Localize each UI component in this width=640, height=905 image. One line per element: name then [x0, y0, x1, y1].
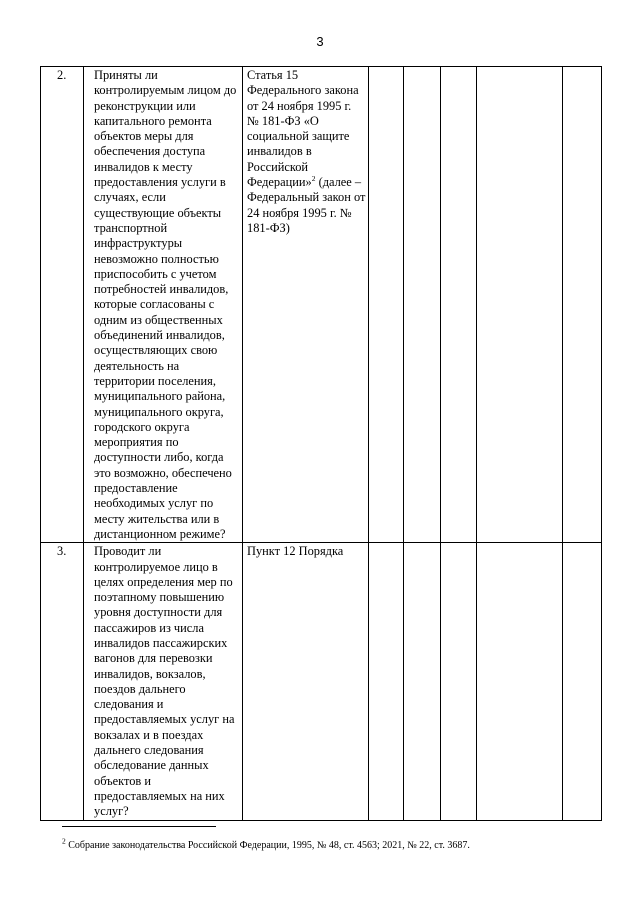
answer-not-applicable-cell[interactable]: [441, 67, 477, 543]
legal-basis-cell: [243, 543, 369, 820]
legal-basis-part2: (далее – Федеральный закон от 24 ноября 1995 г. № 181-ФЗ): [247, 175, 366, 235]
question-text: Приняты ли контролируемым лицом до реконструкции или капитального ремонта объектов меры для обеспечения доступа инвалидов к месту предоставления услуги в случаях, если существующие объекты транспортной инфраструктуры невозможно полностью приспособить с учетом потребностей инвалидов, которые согласованы с одним из общественных объединений инвалидов, осуществляющих свою деятельность на территории поселения, муниципального района, муниципального округа, городского округа мероприятия по доступности либо, когда это возможно, обеспечено предоставление необходимых услуг по месту жительства или в дистанционном режиме?: [94, 68, 237, 541]
question-cell: [84, 543, 243, 820]
footnote-text: Собрание законодательства Российской Федерации, 1995, № 48, ст. 4563; 2021, № 22, ст. 3687.: [65, 840, 470, 851]
answer-no-cell[interactable]: [404, 67, 441, 543]
checklist-table: [40, 66, 602, 821]
footnote-separator: [62, 826, 216, 827]
legal-basis-text: [247, 68, 366, 236]
footnote-marker: 2: [62, 836, 66, 846]
question-cell: [84, 67, 243, 543]
answer-yes-cell[interactable]: [369, 67, 404, 543]
note-cell[interactable]: [477, 67, 563, 543]
table-row: [41, 543, 602, 820]
row-number: 2.: [41, 67, 84, 543]
footnote-reference: 2: [311, 173, 316, 183]
note-cell[interactable]: [477, 543, 563, 820]
table-row: [41, 67, 602, 543]
row-number: 3.: [41, 543, 84, 820]
question-text: Проводит ли контролируемое лицо в целях определения мер по поэтапному повышению уровня доступности для пассажиров из числа инвалидов пассажирских вагонов для перевозки инвалидов, вокзалов, поездов дальнего следования и предоставляемых услуг на вокзалах и в поездах дальнего следования обследование данных объектов и предоставляемых на них услуг?: [94, 544, 235, 819]
legal-basis-part1: Статья 15 Федерального закона от 24 ноября 1995 г. № 181-ФЗ «О социальной защите инвалидов в Российской Федерации»: [247, 68, 359, 190]
legal-basis-cell: [243, 67, 369, 543]
legal-basis-text: Пункт 12 Порядка: [247, 544, 344, 559]
answer-no-cell[interactable]: [404, 543, 441, 820]
extra-cell[interactable]: [563, 543, 602, 820]
extra-cell[interactable]: [563, 67, 602, 543]
footnote: [62, 836, 470, 852]
answer-yes-cell[interactable]: [369, 543, 404, 820]
page-number: 3: [316, 34, 324, 49]
answer-not-applicable-cell[interactable]: [441, 543, 477, 820]
